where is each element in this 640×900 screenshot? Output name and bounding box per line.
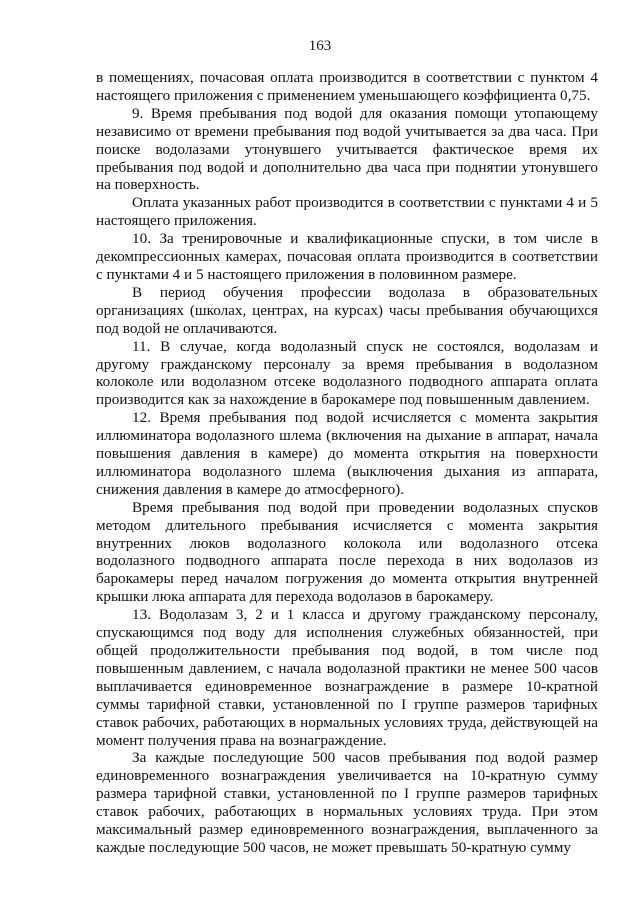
paragraph-10-training: В период обучения профессии водолаза в образовательных организациях (школах, центрах, на курсах) часы пребывания обучающихся под водой не оплачиваются.: [96, 283, 598, 337]
paragraph-continuation: в помещениях, почасовая оплата производится в соответствии с пунктом 4 настоящего приложения с применением уменьшающего коэффициента 0,75.: [96, 69, 598, 104]
paragraph-9-payment: Оплата указанных работ производится в соответствии с пунктами 4 и 5 настоящего приложения.: [96, 194, 598, 230]
paragraph-13: 13. Водолазам 3, 2 и 1 класса и другому гражданскому персоналу, спускающимся под воду для исполнения служебных обязанностей, при общей продолжительности пребывания под водой, в том числе под повышенным давлением, с начала водолазной практики не менее 500 часов выплачивается единовременное вознаграждение в размере 10-кратной суммы тарифной ставки, установленной по I группе размеров тарифных ставок рабочих, работающих в нормальных условиях труда, действующей на момент получения права на вознаграждение.: [96, 606, 598, 749]
paragraph-11: 11. В случае, когда водолазный спуск не состоялся, водолазам и другому гражданскому персоналу за время пребывания в водолазном колоколе или водолазном отсеке водолазного подводного аппарата оплата производится как за нахождение в барокамере под повышенным давлением.: [96, 337, 598, 409]
paragraph-12: 12. Время пребывания под водой исчисляется с момента закрытия иллюминатора водолазного шлема (включения на дыхание в аппарат, начала повышения давления в камере) до момента открытия на поверхности иллюминатора водолазного шлема (выключения дыхания из аппарата, снижения давления в камере до атмосферного).: [96, 409, 598, 498]
paragraph-10: 10. За тренировочные и квалификационные спуски, в том числе в декомпрессионных камерах, почасовая оплата производится в соответствии с пунктами 4 и 5 настоящего приложения в половинном размере.: [96, 230, 598, 283]
page-number: 163: [308, 38, 332, 54]
paragraph-9: 9. Время пребывания под водой для оказания помощи утопающему независимо от времени пребывания под водой учитывается за два часа. При поиске водолазами утонувшего учитывается фактическое время их пребывания под водой и дополнительно два часа при поднятии утонувшего на поверхность.: [96, 104, 598, 194]
body-text: [96, 69, 598, 857]
paragraph-13-increment: За каждые последующие 500 часов пребывания под водой размер единовременного вознаграждения увеличивается на 10-кратную сумму размера тарифной ставки, установленной по I группе размеров тарифных ставок рабочих, работающих в нормальных условиях труда. При этом максимальный размер единовременного вознаграждения, выплаченного за каждые последующие 500 часов, не может превышать 50-кратную сумму: [96, 749, 598, 856]
paragraph-12-long-stay: Время пребывания под водой при проведении водолазных спусков методом длительного пребывания исчисляется с момента закрытия внутренних люков водолазного колокола или водолазного отсека водолазного подводного аппарата после перехода в них водолазов из барокамеры перед началом погружения до момента открытия внутренней крышки люка аппарата для перехода водолазов в барокамеру.: [96, 498, 598, 606]
